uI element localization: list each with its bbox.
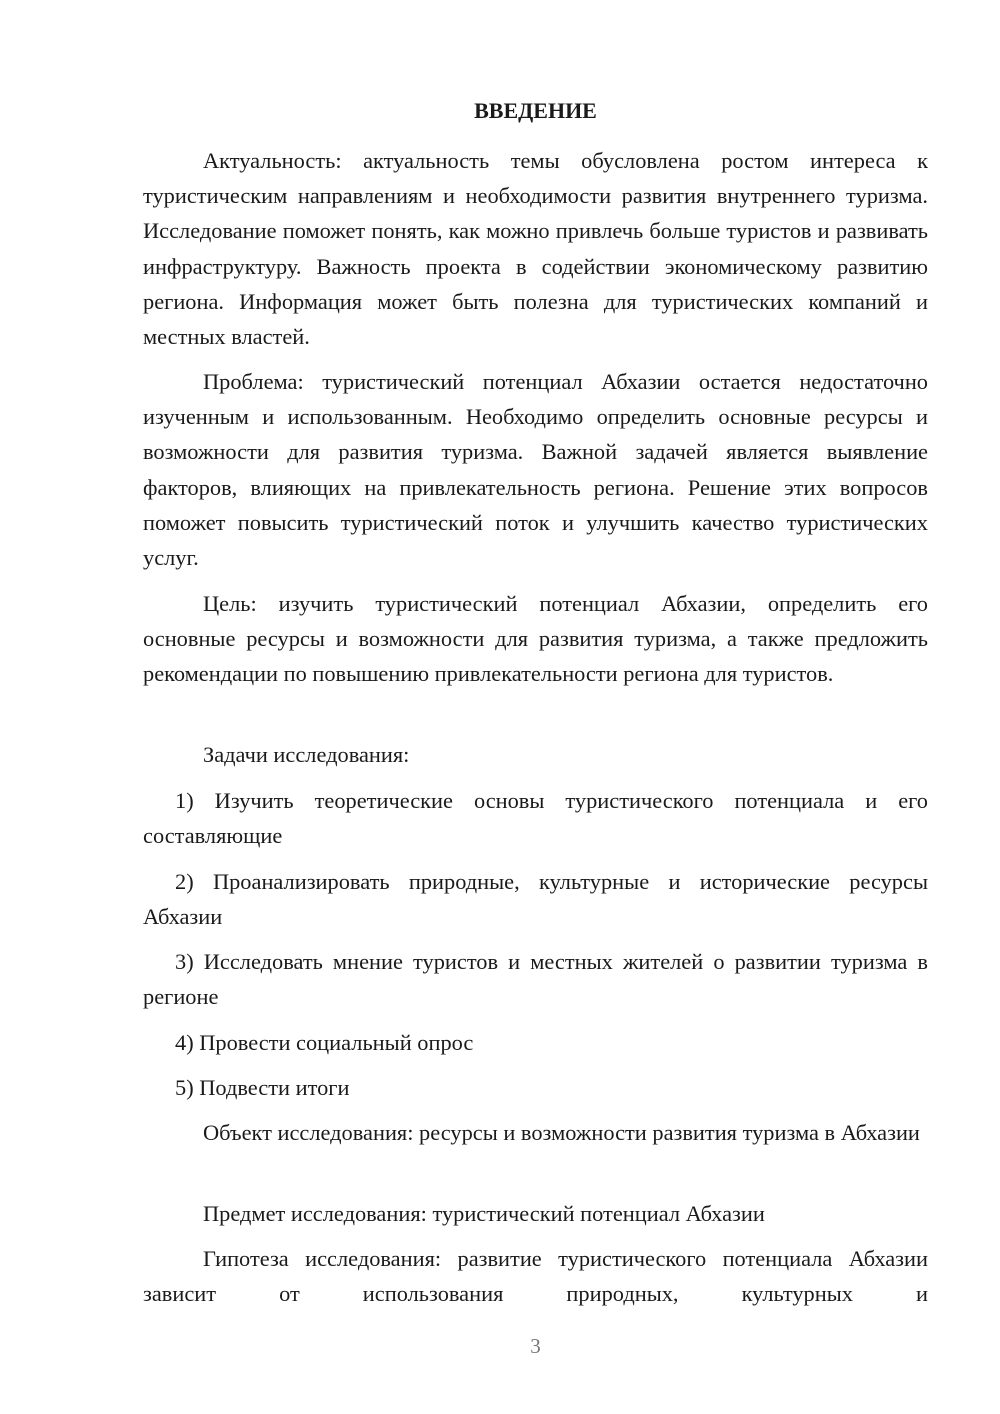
object-paragraph: Объект исследования: ресурсы и возможности развития туризма в Абхазии — [203, 1120, 920, 1145]
task-item-3: 3) Исследовать мнение туристов и местных жителей о развитии туризма в регионе — [143, 949, 928, 1010]
task-item-2: 2) Проанализировать природные, культурные и исторические ресурсы Абхазии — [143, 869, 928, 930]
page-number: 3 — [530, 1334, 541, 1358]
problem-paragraph: Проблема: туристический потенциал Абхазии остается недостаточно изученным и использованным. Необходимо определить основные ресурсы и возможности для развития туризма. Важной задачей является выявление факторов, влияющих на привлекательность региона. Решение этих вопросов поможет повысить туристический поток и улучшить качество туристических услуг. — [143, 369, 928, 571]
task-item-5: 5) Подвести итоги — [175, 1075, 350, 1100]
hypothesis-paragraph: Гипотеза исследования: развитие туристического потенциала Абхазии зависит от использования природных, культурных и — [143, 1246, 928, 1307]
tasks-title: Задачи исследования: — [203, 742, 410, 767]
task-item-4: 4) Провести социальный опрос — [175, 1030, 474, 1055]
task-item-1: 1) Изучить теоретические основы туристического потенциала и его составляющие — [143, 788, 928, 849]
relevance-paragraph: Актуальность: актуальность темы обусловлена ростом интереса к туристическим направлениям и необходимости развития внутреннего туризма. Исследование поможет понять, как можно привлечь больше туристов и развивать инфраструктуру. Важность проекта в содействии экономическому развитию региона. Информация может быть полезна для туристических компаний и местных властей. — [143, 148, 928, 350]
subject-paragraph: Предмет исследования: туристический потенциал Абхазии — [203, 1201, 765, 1226]
goal-paragraph: Цель: изучить туристический потенциал Абхазии, определить его основные ресурсы и возможности для развития туризма, а также предложить рекомендации по повышению привлекательности региона для туристов. — [143, 591, 928, 687]
document-page — [143, 0, 928, 1414]
section-heading: ВВЕДЕНИЕ — [474, 98, 597, 123]
